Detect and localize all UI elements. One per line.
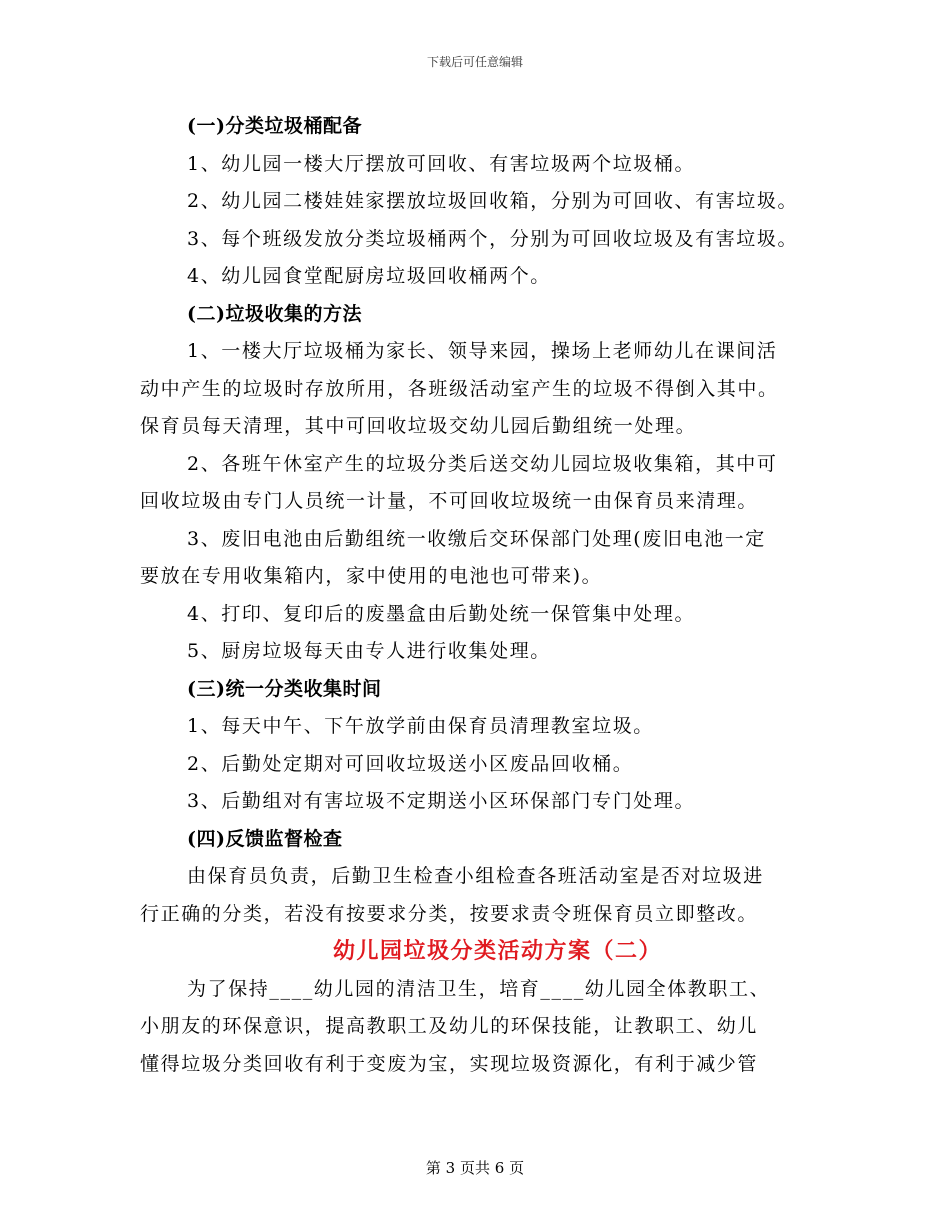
paragraph-line: 懂得垃圾分类回收有利于变废为宝，实现垃圾资源化，有利于减少管 [140, 1052, 759, 1075]
paragraph-line: 要放在专用收集箱内，家中使用的电池也可带来)。 [140, 565, 603, 587]
document-title: 幼儿园垃圾分类活动方案（二） [332, 938, 662, 964]
paragraph-line: 由保育员负责，后勤卫生检查小组检查各班活动室是否对垃圾进 [187, 865, 764, 887]
paragraph-line: 行正确的分类，若没有按要求分类，按要求责令班保育员立即整改。 [140, 902, 759, 925]
paragraph-line: 4、打印、复印后的废墨盒由后勤处统一保管集中处理。 [187, 602, 696, 625]
paragraph-line: 3、废旧电池由后勤组统一收缴后交环保部门处理(废旧电池一定 [187, 527, 766, 550]
paragraph-line: 1、幼儿园一楼大厅摆放可回收、有害垃圾两个垃圾桶。 [187, 152, 696, 175]
paragraph-line: 保育员每天清理，其中可回收垃圾交幼儿园后勤组统一处理。 [140, 415, 697, 437]
section-heading-4: (四)反馈监督检查 [187, 827, 343, 850]
paragraph-line: 回收垃圾由专门人员统一计量，不可回收垃圾统一由保育员来清理。 [140, 490, 759, 512]
paragraph-line: 1、一楼大厅垃圾桶为家长、领导来园，操场上老师幼儿在课间活 [187, 340, 778, 362]
paragraph-line: 4、幼儿园食堂配厨房垃圾回收桶两个。 [187, 265, 551, 287]
document-body [140, 108, 820, 1083]
page-footer: 第 3 页共 6 页 [425, 1159, 525, 1177]
paragraph-line: 2、幼儿园二楼娃娃家摆放垃圾回收箱，分别为可回收、有害垃圾。 [187, 190, 799, 212]
paragraph-line: 5、厨房垃圾每天由专人进行收集处理。 [187, 640, 551, 662]
paragraph-line: 3、每个班级发放分类垃圾桶两个，分别为可回收垃圾及有害垃圾。 [187, 227, 799, 250]
section-heading-1: (一)分类垃圾桶配备 [187, 115, 362, 137]
paragraph-line: 为了保持____幼儿园的清洁卫生，培育____幼儿园全体教职工、 [187, 977, 771, 1000]
paragraph-line: 动中产生的垃圾时存放所用，各班级活动室产生的垃圾不得倒入其中。 [140, 377, 779, 400]
paragraph-line: 2、各班午休室产生的垃圾分类后送交幼儿园垃圾收集箱，其中可 [187, 452, 778, 475]
section-heading-3: (三)统一分类收集时间 [187, 677, 382, 700]
page-header: 下载后可任意编辑 [426, 55, 523, 69]
paragraph-line: 1、每天中午、下午放学前由保育员清理教室垃圾。 [187, 715, 654, 737]
section-heading-2: (二)垃圾收集的方法 [187, 302, 362, 325]
paragraph-line: 3、后勤组对有害垃圾不定期送小区环保部门专门处理。 [187, 790, 696, 812]
paragraph-line: 2、后勤处定期对可回收垃圾送小区废品回收桶。 [187, 752, 634, 775]
paragraph-line: 小朋友的环保意识，提高教职工及幼儿的环保技能，让教职工、幼儿 [140, 1015, 759, 1037]
